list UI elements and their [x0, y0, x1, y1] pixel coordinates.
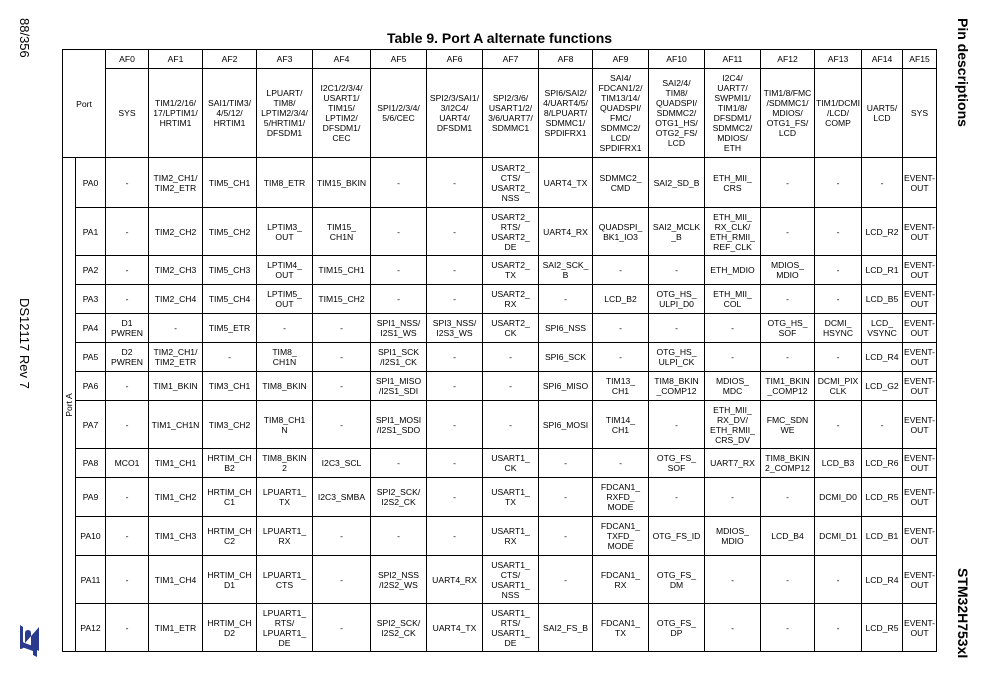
af-cell: -	[427, 449, 483, 478]
af-cell: TIM15_BKIN	[313, 158, 371, 208]
pin-name-cell: PA1	[76, 208, 106, 256]
af-cell: TIM1_BKIN _COMP12	[761, 372, 815, 401]
af-cell: -	[761, 556, 815, 604]
table-row	[63, 285, 937, 314]
af-cell: D1 PWREN	[106, 314, 149, 343]
af-cell: -	[649, 256, 705, 285]
af-cell: -	[593, 449, 649, 478]
af-cell: EVENT- OUT	[903, 343, 937, 372]
af-cell: -	[106, 285, 149, 314]
st-logo-icon	[20, 620, 42, 660]
af-cell: OTG_FS_ID	[649, 517, 705, 556]
af-cell: EVENT- OUT	[903, 256, 937, 285]
pin-name-cell: PA2	[76, 256, 106, 285]
af-group-cell: TIM1/DCMI /LCD/ COMP	[815, 69, 862, 158]
af-cell: UART4_RX	[427, 556, 483, 604]
af-cell: -	[483, 372, 539, 401]
af-group-cell: SPI2/3/6/ USART1/2/ 3/6/UART7/ SDMMC1	[483, 69, 539, 158]
af-cell: LCD_R4	[862, 556, 903, 604]
af-cell: FMC_SDN WE	[761, 401, 815, 449]
af-cell: -	[427, 208, 483, 256]
af-cell: -	[815, 158, 862, 208]
af-cell: TIM5_CH4	[203, 285, 257, 314]
af-cell: LCD_ VSYNC	[862, 314, 903, 343]
pin-name-cell: PA12	[76, 604, 106, 652]
af-header-row	[63, 50, 937, 69]
af-group-cell: LPUART/ TIM8/ LPTIM2/3/4/ 5/HRTIM1/ DFSDM1	[257, 69, 313, 158]
af-cell: -	[815, 343, 862, 372]
pin-name-cell: PA7	[76, 401, 106, 449]
af-cell: LPUART1_ CTS	[257, 556, 313, 604]
af-cell: -	[106, 208, 149, 256]
af-cell: -	[371, 285, 427, 314]
pin-name-cell: PA9	[76, 478, 106, 517]
pin-name-cell: PA10	[76, 517, 106, 556]
af-cell: LPUART1_ RX	[257, 517, 313, 556]
af-cell: -	[106, 517, 149, 556]
af-cell: SPI3_NSS/ I2S3_WS	[427, 314, 483, 343]
port-group-cell	[63, 158, 76, 652]
pin-name-cell: PA4	[76, 314, 106, 343]
af-cell: USART2_ CK	[483, 314, 539, 343]
af-cell: I2C3_SMBA	[313, 478, 371, 517]
af-cell: -	[106, 478, 149, 517]
af-group-cell: TIM1/2/16/ 17/LPTIM1/ HRTIM1	[149, 69, 203, 158]
af-group-cell: SPI1/2/3/4/ 5/6/CEC	[371, 69, 427, 158]
af-cell: -	[427, 517, 483, 556]
af-cell: HRTIM_CH B2	[203, 449, 257, 478]
af-column-header: AF15	[903, 50, 937, 69]
af-cell: USART2_ TX	[483, 256, 539, 285]
af-column-header: AF5	[371, 50, 427, 69]
af-cell: USART2_ RTS/ USART2_ DE	[483, 208, 539, 256]
af-cell: TIM8_ETR	[257, 158, 313, 208]
af-cell: LCD_R5	[862, 604, 903, 652]
af-cell: UART7_RX	[705, 449, 761, 478]
document-revision: DS12117 Rev 7	[17, 298, 32, 389]
af-cell: -	[862, 401, 903, 449]
table-row	[63, 343, 937, 372]
af-cell: -	[539, 285, 593, 314]
af-column-header: AF0	[106, 50, 149, 69]
af-cell: SPI2_SCK/ I2S2_CK	[371, 604, 427, 652]
af-cell: HRTIM_CH C2	[203, 517, 257, 556]
af-cell: LCD_B5	[862, 285, 903, 314]
pin-name-cell: PA0	[76, 158, 106, 208]
table-row	[63, 256, 937, 285]
port-group-label: Port A	[64, 392, 74, 417]
af-cell: TIM2_CH2	[149, 208, 203, 256]
af-cell: SPI6_NSS	[539, 314, 593, 343]
af-cell: OTG_FS_ DP	[649, 604, 705, 652]
af-cell: TIM3_CH2	[203, 401, 257, 449]
table-row	[63, 158, 937, 208]
af-column-header: AF12	[761, 50, 815, 69]
af-cell: LCD_R6	[862, 449, 903, 478]
af-cell: -	[371, 158, 427, 208]
af-cell: TIM5_CH3	[203, 256, 257, 285]
af-column-header: AF11	[705, 50, 761, 69]
af-cell: -	[427, 401, 483, 449]
af-cell: TIM2_CH1/ TIM2_ETR	[149, 343, 203, 372]
af-cell: LPTIM4_ OUT	[257, 256, 313, 285]
af-cell: -	[761, 208, 815, 256]
pin-name-cell: PA3	[76, 285, 106, 314]
af-column-header: AF4	[313, 50, 371, 69]
af-column-header: AF8	[539, 50, 593, 69]
af-cell: -	[705, 314, 761, 343]
af-cell: ETH_MII_ RX_CLK/ ETH_RMII_ REF_CLK	[705, 208, 761, 256]
af-cell: -	[313, 517, 371, 556]
table-row	[63, 372, 937, 401]
af-cell: LCD_B3	[815, 449, 862, 478]
af-cell: -	[427, 285, 483, 314]
af-cell: TIM1_CH4	[149, 556, 203, 604]
af-cell: UART4_TX	[539, 158, 593, 208]
af-cell: USART1_ CK	[483, 449, 539, 478]
af-cell: -	[539, 556, 593, 604]
table-row	[63, 314, 937, 343]
page-number: 88/356	[17, 18, 32, 58]
table-row	[63, 401, 937, 449]
af-cell: -	[427, 343, 483, 372]
af-cell: LPTIM3_ OUT	[257, 208, 313, 256]
af-cell: LCD_R4	[862, 343, 903, 372]
af-cell: TIM1_BKIN	[149, 372, 203, 401]
af-cell: -	[203, 343, 257, 372]
table-row	[63, 208, 937, 256]
af-group-cell: SYS	[106, 69, 149, 158]
af-cell: EVENT- OUT	[903, 314, 937, 343]
af-cell: SAI2_FS_B	[539, 604, 593, 652]
af-group-cell: SAI4/ FDCAN1/2/ TIM13/14/ QUADSPI/ FMC/ SDMMC2/ LCD/ SPDIFRX1	[593, 69, 649, 158]
af-cell: -	[862, 158, 903, 208]
af-cell: DCMI_D1	[815, 517, 862, 556]
af-cell: LCD_R2	[862, 208, 903, 256]
af-cell: UART4_TX	[427, 604, 483, 652]
af-cell: -	[313, 372, 371, 401]
af-cell: EVENT- OUT	[903, 372, 937, 401]
af-cell: USART1_ RTS/ USART1_ DE	[483, 604, 539, 652]
af-cell: SPI1_MISO /I2S1_SDI	[371, 372, 427, 401]
af-cell: TIM5_CH1	[203, 158, 257, 208]
af-cell: -	[149, 314, 203, 343]
af-cell: EVENT- OUT	[903, 517, 937, 556]
af-cell: TIM5_CH2	[203, 208, 257, 256]
af-cell: TIM3_CH1	[203, 372, 257, 401]
af-cell: UART4_RX	[539, 208, 593, 256]
af-cell: -	[371, 208, 427, 256]
af-cell: FDCAN1_ RXFD_ MODE	[593, 478, 649, 517]
af-cell: -	[705, 604, 761, 652]
table-row	[63, 556, 937, 604]
section-title: Pin descriptions	[955, 18, 971, 127]
af-cell: -	[313, 604, 371, 652]
af-cell: USART1_ RX	[483, 517, 539, 556]
af-column-header: AF13	[815, 50, 862, 69]
af-cell: LCD_R5	[862, 478, 903, 517]
af-cell: -	[815, 256, 862, 285]
af-cell: TIM8_CH1 N	[257, 401, 313, 449]
af-group-cell: SPI2/3/SAI1/ 3/I2C4/ UART4/ DFSDM1	[427, 69, 483, 158]
af-cell: QUADSPI_ BK1_IO3	[593, 208, 649, 256]
af-group-cell: TIM1/8/FMC /SDMMC1/ MDIOS/ OTG1_FS/ LCD	[761, 69, 815, 158]
pin-name-cell: PA8	[76, 449, 106, 478]
af-group-cell: I2C1/2/3/4/ USART1/ TIM15/ LPTIM2/ DFSDM1/ CEC	[313, 69, 371, 158]
af-cell: -	[371, 256, 427, 285]
af-cell: SPI2_SCK/ I2S2_CK	[371, 478, 427, 517]
af-cell: -	[761, 285, 815, 314]
af-cell: D2 PWREN	[106, 343, 149, 372]
af-cell: LCD_R1	[862, 256, 903, 285]
af-cell: TIM15_CH1	[313, 256, 371, 285]
af-cell: SPI2_NSS /I2S2_WS	[371, 556, 427, 604]
af-cell: LPUART1_ RTS/ LPUART1_ DE	[257, 604, 313, 652]
af-cell: -	[313, 314, 371, 343]
af-cell: -	[313, 556, 371, 604]
af-cell: ETH_MII_ RX_DV/ ETH_RMII_ CRS_DV	[705, 401, 761, 449]
af-cell: -	[106, 401, 149, 449]
af-cell: SPI6_SCK	[539, 343, 593, 372]
af-cell: TIM2_CH1/ TIM2_ETR	[149, 158, 203, 208]
af-cell: TIM8_BKIN 2_COMP12	[761, 449, 815, 478]
af-cell: -	[106, 256, 149, 285]
af-group-cell: SPI6/SAI2/ 4/UART4/5/ 8/LPUART/ SDMMC1/ SPDIFRX1	[539, 69, 593, 158]
af-cell: TIM1_ETR	[149, 604, 203, 652]
af-cell: MCO1	[106, 449, 149, 478]
af-cell: LCD_B2	[593, 285, 649, 314]
af-cell: -	[483, 401, 539, 449]
af-cell: EVENT- OUT	[903, 285, 937, 314]
af-cell: SAI2_SCK_ B	[539, 256, 593, 285]
part-number: STM32H753xI	[955, 568, 971, 659]
af-group-cell: SAI1/TIM3/ 4/5/12/ HRTIM1	[203, 69, 257, 158]
af-cell: TIM1_CH2	[149, 478, 203, 517]
af-cell: SAI2_SD_B	[649, 158, 705, 208]
af-cell: -	[427, 158, 483, 208]
af-cell: LCD_G2	[862, 372, 903, 401]
af-cell: MDIOS_ MDIO	[705, 517, 761, 556]
af-cell: SPI1_NSS/ I2S1_WS	[371, 314, 427, 343]
af-cell: ETH_MII_ COL	[705, 285, 761, 314]
af-cell: TIM13_ CH1	[593, 372, 649, 401]
af-cell: -	[106, 158, 149, 208]
af-cell: TIM8_BKIN	[257, 372, 313, 401]
af-cell: TIM2_CH4	[149, 285, 203, 314]
af-cell: HRTIM_CH D2	[203, 604, 257, 652]
af-group-cell: I2C4/ UART7/ SWPMI1/ TIM1/8/ DFSDM1/ SDMMC2/ MDIOS/ ETH	[705, 69, 761, 158]
af-cell: TIM1_CH1N	[149, 401, 203, 449]
port-header: Port	[63, 50, 106, 158]
af-cell: -	[815, 604, 862, 652]
af-cell: USART2_ RX	[483, 285, 539, 314]
af-cell: TIM14_ CH1	[593, 401, 649, 449]
af-cell: -	[649, 478, 705, 517]
af-cell: -	[539, 449, 593, 478]
pin-name-cell: PA6	[76, 372, 106, 401]
af-cell: SAI2_MCLK _B	[649, 208, 705, 256]
af-cell: EVENT- OUT	[903, 449, 937, 478]
af-cell: DCMI_PIX CLK	[815, 372, 862, 401]
af-cell: -	[761, 158, 815, 208]
af-cell: HRTIM_CH D1	[203, 556, 257, 604]
af-cell: TIM15_CH2	[313, 285, 371, 314]
af-column-header: AF9	[593, 50, 649, 69]
table-row	[63, 478, 937, 517]
af-cell: -	[106, 556, 149, 604]
af-cell: -	[593, 314, 649, 343]
af-cell: USART1_ CTS/ USART1_ NSS	[483, 556, 539, 604]
af-cell: -	[106, 604, 149, 652]
af-cell: TIM8_ CH1N	[257, 343, 313, 372]
af-cell: -	[761, 343, 815, 372]
af-cell: -	[593, 256, 649, 285]
af-cell: OTG_HS_ SOF	[761, 314, 815, 343]
af-cell: TIM1_CH1	[149, 449, 203, 478]
af-cell: -	[313, 343, 371, 372]
af-cell: -	[761, 604, 815, 652]
af-cell: HRTIM_CH C1	[203, 478, 257, 517]
af-cell: LPUART1_ TX	[257, 478, 313, 517]
af-cell: -	[427, 372, 483, 401]
af-cell: -	[313, 401, 371, 449]
af-cell: EVENT- OUT	[903, 556, 937, 604]
af-cell: EVENT- OUT	[903, 158, 937, 208]
af-column-header: AF10	[649, 50, 705, 69]
af-cell: ETH_MII_ CRS	[705, 158, 761, 208]
af-cell: TIM5_ETR	[203, 314, 257, 343]
af-cell: TIM2_CH3	[149, 256, 203, 285]
af-cell: TIM8_BKIN 2	[257, 449, 313, 478]
af-cell: FDCAN1_ TXFD_ MODE	[593, 517, 649, 556]
af-cell: -	[106, 372, 149, 401]
af-cell: DCMI_D0	[815, 478, 862, 517]
af-cell: USART1_ TX	[483, 478, 539, 517]
af-cell: EVENT- OUT	[903, 401, 937, 449]
af-cell: LCD_B4	[761, 517, 815, 556]
af-cell: SDMMC2_ CMD	[593, 158, 649, 208]
af-cell: MDIOS_ MDC	[705, 372, 761, 401]
af-cell: MDIOS_ MDIO	[761, 256, 815, 285]
af-group-cell: UART5/ LCD	[862, 69, 903, 158]
af-cell: DCMI_ HSYNC	[815, 314, 862, 343]
af-cell: -	[257, 314, 313, 343]
af-cell: EVENT- OUT	[903, 478, 937, 517]
af-cell: SPI6_MOSI	[539, 401, 593, 449]
af-cell: -	[427, 256, 483, 285]
af-cell: -	[371, 449, 427, 478]
af-cell: -	[761, 478, 815, 517]
af-cell: USART2_ CTS/ USART2_ NSS	[483, 158, 539, 208]
af-cell: -	[593, 343, 649, 372]
af-cell: -	[371, 517, 427, 556]
af-cell: EVENT- OUT	[903, 604, 937, 652]
af-cell: -	[815, 401, 862, 449]
af-cell: -	[483, 343, 539, 372]
af-cell: -	[427, 478, 483, 517]
af-cell: ETH_MDIO	[705, 256, 761, 285]
af-cell: -	[815, 208, 862, 256]
af-cell: -	[705, 478, 761, 517]
af-cell: -	[705, 343, 761, 372]
af-column-header: AF2	[203, 50, 257, 69]
af-column-header: AF14	[862, 50, 903, 69]
af-cell: FDCAN1_ TX	[593, 604, 649, 652]
af-column-header: AF1	[149, 50, 203, 69]
af-cell: EVENT- OUT	[903, 208, 937, 256]
af-cell: TIM15_ CH1N	[313, 208, 371, 256]
af-cell: SPI1_SCK /I2S1_CK	[371, 343, 427, 372]
af-cell: -	[649, 314, 705, 343]
af-cell: TIM8_BKIN _COMP12	[649, 372, 705, 401]
af-column-header: AF3	[257, 50, 313, 69]
af-cell: TIM1_CH3	[149, 517, 203, 556]
af-group-cell: SAI2/4/ TIM8/ QUADSPI/ SDMMC2/ OTG1_HS/ OTG2_FS/ LCD	[649, 69, 705, 158]
af-cell: FDCAN1_ RX	[593, 556, 649, 604]
af-cell: -	[815, 285, 862, 314]
af-cell: OTG_FS_ DM	[649, 556, 705, 604]
af-cell: SPI6_MISO	[539, 372, 593, 401]
af-column-header: AF7	[483, 50, 539, 69]
af-cell: I2C3_SCL	[313, 449, 371, 478]
af-column-header: AF6	[427, 50, 483, 69]
af-cell: -	[649, 401, 705, 449]
af-cell: -	[539, 517, 593, 556]
af-cell: -	[815, 556, 862, 604]
table-title: Table 9. Port A alternate functions	[386, 30, 613, 46]
alternate-functions-table	[62, 49, 937, 652]
af-cell: -	[539, 478, 593, 517]
af-cell: SPI1_MOSI /I2S1_SDO	[371, 401, 427, 449]
af-cell: LPTIM5_ OUT	[257, 285, 313, 314]
af-group-row	[63, 69, 937, 158]
pin-name-cell: PA11	[76, 556, 106, 604]
af-cell: -	[705, 556, 761, 604]
table-row	[63, 449, 937, 478]
af-cell: OTG_HS_ ULPI_CK	[649, 343, 705, 372]
table-row	[63, 517, 937, 556]
af-cell: OTG_FS_ SOF	[649, 449, 705, 478]
pin-name-cell: PA5	[76, 343, 106, 372]
af-cell: OTG_HS_ ULPI_D0	[649, 285, 705, 314]
table-row	[63, 604, 937, 652]
af-group-cell: SYS	[903, 69, 937, 158]
af-cell: LCD_B1	[862, 517, 903, 556]
